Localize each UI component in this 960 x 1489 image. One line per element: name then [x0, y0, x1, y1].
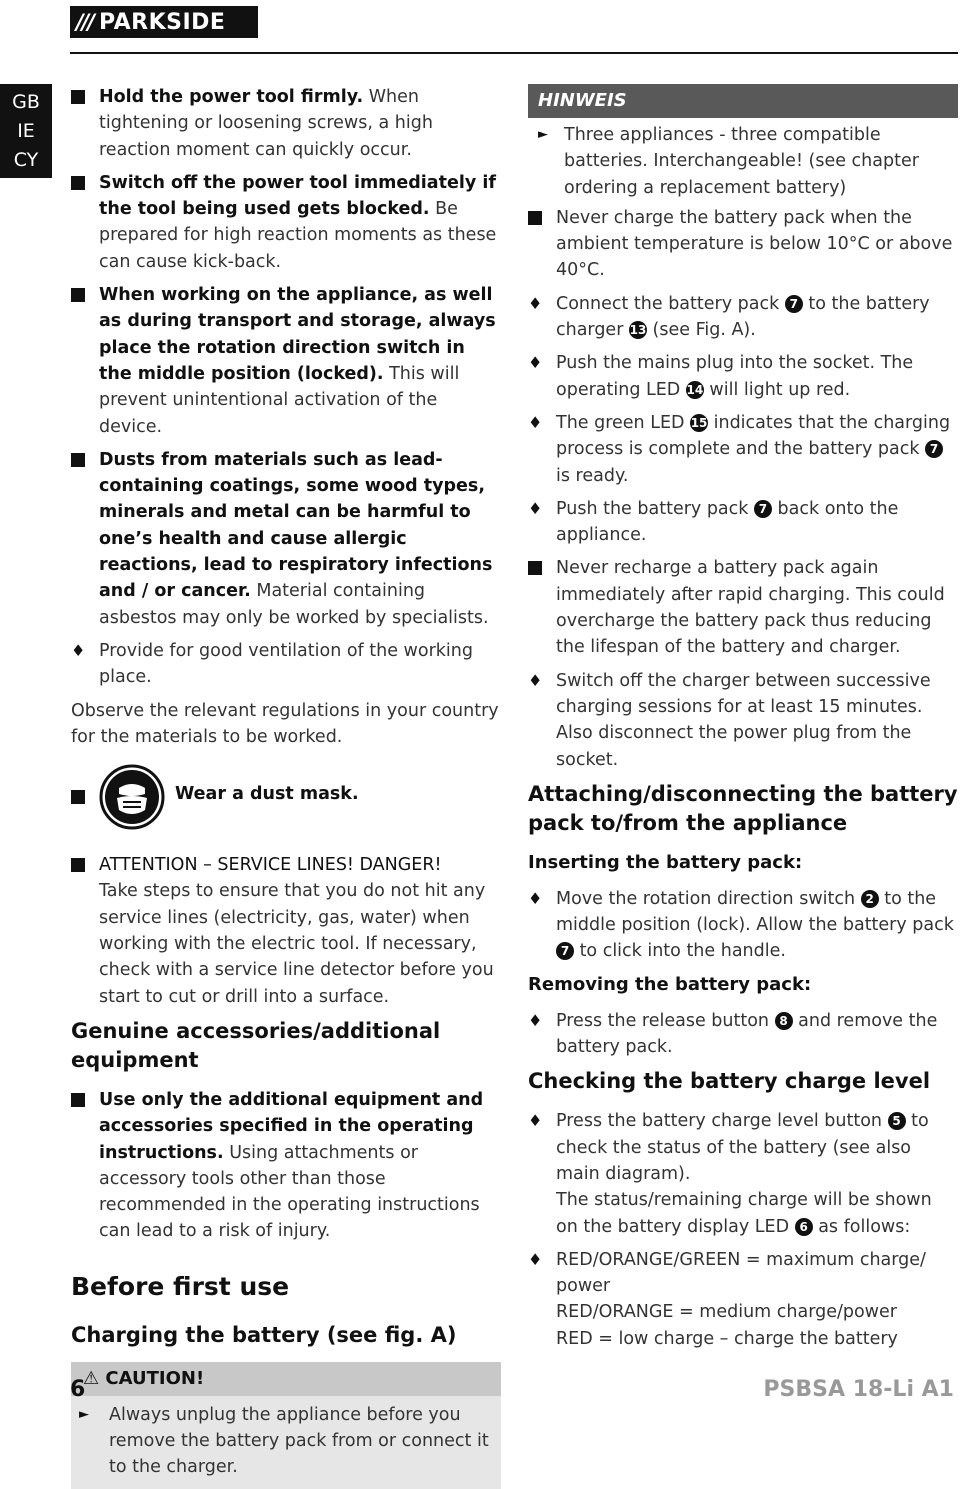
caution-item: ► Always unplug the appliance before you remove the battery pack from or connect it to the charger. [79, 1402, 493, 1481]
lang-gb: GB [12, 91, 40, 113]
hinweis-item: ► Three appliances - three compatible batteries. Interchangeable! (see chapter ordering a replacement battery) [538, 122, 958, 201]
list-item: When working on the appliance, as well as during transport and storage, always place the rotation direction switch in the middle position (locked). This will prevent unintentional activation of the device. [71, 282, 501, 440]
ref-number: 8 [775, 1012, 793, 1030]
logo-slashes: /// [76, 10, 94, 34]
diamond-bullet-icon: ♦ [528, 293, 543, 313]
list-item: ♦ Push the battery pack 7 back onto the appliance. [528, 496, 958, 549]
hinweis-box [528, 118, 958, 205]
list-item: ♦ Connect the battery pack 7 to the battery charger 13 (see Fig. A). [528, 291, 958, 344]
left-column [71, 84, 501, 1489]
parkside-logo [70, 6, 258, 38]
regulations-note: Observe the relevant regulations in your country for the materials to be worked. [71, 700, 499, 747]
caution-box [71, 1396, 501, 1489]
square-bullet-icon [71, 288, 85, 302]
list-item: ♦ The green LED 15 indicates that the charging process is complete and the battery pack 7 is ready. [528, 410, 958, 489]
list-item: Dusts from materials such as lead-containing coatings, some wood types, minerals and metal can be harmful to one’s health and cause allergic reactions, lead to respiratory infections and / or cancer. Material containing asbestos may only be worked by specialists. [71, 447, 501, 631]
ref-number: 7 [754, 500, 772, 518]
square-bullet-icon [528, 211, 542, 225]
diamond-bullet-icon: ♦ [528, 353, 543, 373]
dust-mask-icon [99, 764, 165, 830]
language-tab [0, 84, 52, 178]
ref-number: 5 [888, 1112, 906, 1130]
list-item: Switch off the power tool immediately if the tool being used gets blocked. Be prepared for high reaction moments as these can cause kick-back. [71, 170, 501, 275]
list-item: ♦ RED/ORANGE/GREEN = maximum charge/ power RED/ORANGE = medium charge/power RED = low charge – charge the battery [528, 1247, 958, 1352]
square-bullet-icon [71, 858, 85, 872]
heading-before-first-use: Before first use [71, 1271, 290, 1301]
list-item: ♦ Press the battery charge level button 5 to check the status of the battery (see also main diagram). The status/remaining charge will be shown on the battery display LED 6 as follows: [528, 1108, 958, 1239]
ref-number: 13 [629, 323, 647, 338]
hinweis-header: HINWEIS [528, 84, 958, 118]
list-item: Hold the power tool firmly. When tightening or loosening screws, a high reaction moment can quickly occur. [71, 84, 501, 163]
diamond-bullet-icon: ♦ [528, 1111, 543, 1131]
heading-insert: Inserting the battery pack: [528, 851, 803, 873]
list-item: ♦ Move the rotation direction switch 2 to the middle position (lock). Allow the battery pack 7 to click into the handle. [528, 886, 958, 965]
arrow-bullet-icon: ► [538, 127, 548, 142]
diamond-bullet-icon: ♦ [528, 670, 543, 690]
list-item: Never charge the battery pack when the ambient temperature is below 10°C or above 40°C. [528, 205, 958, 284]
lang-ie: IE [17, 120, 35, 142]
warning-triangle-icon: ⚠ [83, 1367, 100, 1389]
heading-attach: Attaching/disconnecting the battery pack to/from the appliance [528, 781, 958, 835]
ref-number: 7 [556, 942, 574, 960]
page-number: 6 [70, 1377, 86, 1402]
square-bullet-icon [71, 176, 85, 190]
list-item: ♦ Switch off the charger between successive charging sessions for at least 15 minutes. Also disconnect the power plug from the socket. [528, 668, 958, 773]
diamond-bullet-icon: ♦ [528, 1010, 543, 1030]
square-bullet-icon [528, 561, 542, 575]
heading-charging: Charging the battery (see fig. A) [71, 1322, 457, 1347]
header-rule [70, 52, 958, 54]
heading-accessories: Genuine accessories/additional equipment [71, 1018, 441, 1072]
list-item: ♦ Push the mains plug into the socket. The operating LED 14 will light up red. [528, 350, 958, 403]
diamond-bullet-icon: ♦ [528, 412, 543, 432]
list-item: Never recharge a battery pack again immediately after rapid charging. This could overcharge the battery pack thus reducing the lifespan of the battery and charger. [528, 555, 958, 660]
square-bullet-icon [71, 90, 85, 104]
right-column [528, 84, 958, 1359]
ref-number: 7 [785, 295, 803, 313]
diamond-bullet-icon: ♦ [71, 640, 86, 660]
diamond-bullet-icon: ♦ [528, 498, 543, 518]
arrow-bullet-icon: ► [79, 1406, 89, 1422]
logo-brand: PARKSIDE [99, 9, 226, 35]
ref-number: 15 [690, 415, 708, 430]
square-bullet-icon [71, 1093, 85, 1107]
square-bullet-icon [71, 790, 85, 804]
dust-mask-label: Wear a dust mask. [175, 784, 359, 805]
lang-cy: CY [13, 149, 39, 171]
caution-header [71, 1362, 501, 1396]
model-name: PSBSA 18-Li A1 [763, 1377, 954, 1402]
diamond-bullet-icon: ♦ [528, 888, 543, 908]
ref-number: 14 [686, 382, 704, 397]
caution-label: CAUTION! [105, 1367, 205, 1389]
square-bullet-icon [71, 453, 85, 467]
list-item: Use only the additional equipment and accessories specified in the operating instructions. Using attachments or accessory tools other than those recommended in the operating instructions can lead to a risk of injury. [71, 1087, 501, 1245]
ref-number: 6 [795, 1218, 813, 1236]
heading-check-charge: Checking the battery charge level [528, 1069, 931, 1094]
dust-mask-row [71, 764, 501, 838]
list-item: ATTENTION – SERVICE LINES! DANGER! Take steps to ensure that you do not hit any service lines (electricity, gas, water) when working with the electric tool. If necessary, check with a service line detector before you start to cut or drill into a surface. [71, 852, 501, 1010]
list-item: ♦ Press the release button 8 and remove the battery pack. [528, 1008, 958, 1061]
ref-number: 7 [925, 440, 943, 458]
diamond-bullet-icon: ♦ [528, 1249, 543, 1269]
ref-number: 2 [861, 890, 879, 908]
heading-remove: Removing the battery pack: [528, 973, 812, 995]
list-item: ♦ Provide for good ventilation of the working place. [71, 638, 501, 691]
